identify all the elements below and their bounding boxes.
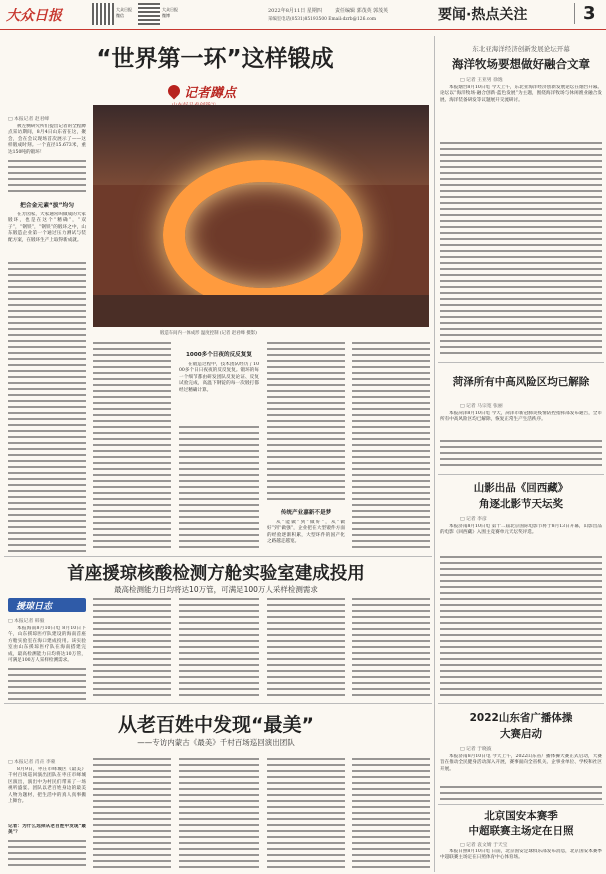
main-body-col4 bbox=[267, 342, 345, 502]
section-divider-2 bbox=[4, 703, 432, 704]
right-para-1-text: 本报烟台8月10日电 今天上午，东北亚海洋经济创新发展论坛在烟台开幕。论坛以“海洋牧场·融合创新·蓝色发展”为主题，围绕海洋牧场与休闲渔业融合发展、海洋装备研发等议题展开交流研讨。 bbox=[440, 85, 602, 103]
main-subheading-3: 传统产业嘉新不是梦 bbox=[280, 510, 332, 516]
nucleic-col1 bbox=[8, 668, 86, 700]
right-byline-4: □ 记者 于晓波 bbox=[460, 747, 492, 752]
right-para-2 bbox=[440, 411, 602, 439]
right-body-2 bbox=[440, 440, 602, 470]
nucleic-subhead: 最高检测能力日均将达10万管，可满足100万人采样检测需求 bbox=[114, 585, 318, 594]
right-headline-3b: 角逐北影节天坛奖 bbox=[479, 498, 563, 510]
zuimei-para-text: 8月9日，枣庄市峄城区《最美》千村百场巡回演出团队在枣庄市峄城区演出，演出中为村民们带来了一场视听盛宴。团队以老百姓身边的最美人物为题材，把生活中的真人真事搬上舞台。 bbox=[8, 767, 86, 805]
right-byline-3: □ 记者 李彦 bbox=[460, 517, 487, 522]
main-para-2-text: 在锻造过程中，技术团队经历了1000多个日日夜夜的反反复复。锻环的每一个细节都由研发团队反复论证、反复试验完成，高温下钢锭的每一次锻打都经过精确计算。 bbox=[179, 362, 259, 393]
zuimei-col1 bbox=[8, 840, 86, 870]
main-intro-text: 被左侧研究所们提出记者的全程蹲点采访期间，8月4日山东省在这，聚会，会在会议现场首次展示了——这样锻成时刻。一个直径15.673米，重达150吨的锻环！ bbox=[8, 124, 86, 155]
nucleic-col5 bbox=[352, 598, 430, 698]
main-subheading-2: 1000多个日夜的反反复复 bbox=[186, 352, 252, 358]
nucleic-col2 bbox=[93, 598, 171, 698]
right-divider-2 bbox=[438, 474, 604, 475]
right-headline-4: 2022山东省广播体操 bbox=[469, 712, 573, 724]
ring-forging-photo bbox=[93, 105, 429, 327]
right-para-5-text: 本报日照8月10日电 日前，北京国安足球俱乐部发布消息，北京国安本赛季中超联赛主场定在日照体育中心体育场。 bbox=[440, 849, 602, 861]
photo-caption: 锻造车间内一体成形 温度控制 (记者 赵君峰 摄影) bbox=[160, 331, 257, 336]
right-divider-3 bbox=[438, 703, 604, 704]
right-headline-3: 山影出品《回西藏》 bbox=[473, 482, 569, 494]
zuimei-subhead: ——专访内蒙古《最美》千村百场巡回演出团队 bbox=[137, 738, 295, 747]
right-para-3-text: 本报济南8月10日电 第十二届北京国际电影节将于8月13日开幕，山影出品的电影《回西藏》入围主竞赛单元天坛奖评选。 bbox=[440, 524, 602, 536]
right-byline-2: □ 记者 马宗宽 张丽 bbox=[460, 404, 503, 409]
zuimei-byline: □ 本报记者 肖垚 李蒙 bbox=[8, 760, 56, 765]
main-body-col1 bbox=[8, 160, 86, 194]
main-subheading-1: 把合金元素“拔”均匀 bbox=[20, 203, 74, 209]
right-para-1 bbox=[440, 85, 602, 141]
main-para-1 bbox=[8, 212, 86, 260]
right-body-4 bbox=[440, 786, 602, 800]
main-body-col3 bbox=[179, 426, 259, 550]
main-para-3-text: 从“能做”到“做好”，从“做好”到“做强”，企业把在大型锻件方面的经验逐渐积累，大型环件的国产化之路越走越宽。 bbox=[267, 520, 345, 545]
nucleic-col3 bbox=[179, 598, 259, 698]
date-line: 2022年8月11日 星期四 bbox=[268, 8, 322, 14]
nucleic-col4 bbox=[267, 598, 345, 698]
zuimei-qa-text: 为什么选择从老百姓中发现“最美”？ bbox=[8, 824, 86, 836]
nucleic-badge bbox=[8, 598, 86, 612]
right-kicker: 东北亚海洋经济创新发展论坛开幕 bbox=[472, 45, 570, 53]
section-divider-1 bbox=[4, 556, 432, 557]
right-headline-5: 北京国安本赛季 bbox=[484, 810, 558, 822]
right-para-5 bbox=[440, 849, 602, 871]
right-headline-1: 海洋牧场要想做好融合文章 bbox=[452, 57, 590, 71]
zuimei-headline: 从老百姓中发现“最美” bbox=[118, 714, 314, 736]
nucleic-headline: 首座援琼核酸检测方舱实验室建成投用 bbox=[67, 564, 365, 584]
reporter-label: 记者蹲点 bbox=[184, 86, 237, 101]
map-pin-icon bbox=[166, 83, 183, 100]
main-byline: □ 本报记者 赵君峰 bbox=[8, 117, 50, 122]
right-divider-4 bbox=[438, 804, 604, 805]
nucleic-badge-label: 援琼日志 bbox=[16, 602, 53, 612]
right-body-3 bbox=[440, 556, 602, 700]
logo: 大众日报 bbox=[6, 8, 62, 24]
qr-label: 大众日报 微博 bbox=[162, 7, 178, 18]
right-para-2-text: 本报菏泽8月10日电 今天，菏泽市新冠肺炎疫情防控指挥部发布通告，全市所有中高风险区均已解除，恢复正常生产生活秩序。 bbox=[440, 411, 602, 423]
column-divider bbox=[434, 36, 435, 872]
floor bbox=[93, 295, 429, 327]
zuimei-qa-label: 记者： bbox=[8, 824, 23, 829]
right-headline-2: 菏泽所有中高风险区均已解除 bbox=[452, 376, 590, 388]
editor-line: 责任编辑 郭茂英 郭茂英 bbox=[335, 8, 389, 14]
main-para-1-text: 在芳园家，大家通常叫做成的大家锻环，也是在这个“精确”，“双子”，“钢铁”，“钢铁”的锻环之中，山东锻造企业第一个通过压力测试与装配方案，在锻环生产上取得新成就。 bbox=[8, 212, 86, 243]
qr-label: 大众日报 微信 bbox=[116, 7, 132, 18]
phone-line: 采编室电话(0531)85193500 Email:dzrb@126.com bbox=[268, 17, 377, 22]
zuimei-col2 bbox=[93, 758, 171, 870]
zuimei-qa bbox=[8, 824, 86, 838]
qr-code-icon bbox=[138, 3, 160, 25]
zuimei-col3 bbox=[179, 758, 259, 870]
right-headline-5b: 中超联赛主场定在日照 bbox=[468, 825, 574, 837]
right-body-1 bbox=[440, 142, 602, 358]
page-number: 3 bbox=[574, 3, 596, 24]
main-body-col2 bbox=[93, 342, 171, 550]
zuimei-col5 bbox=[352, 758, 430, 870]
right-byline-5: □ 记者 袁文婧 于天宝 bbox=[460, 843, 508, 848]
right-divider-1 bbox=[438, 362, 604, 363]
zuimei-col4 bbox=[267, 758, 345, 870]
qr-code-icon bbox=[92, 3, 114, 25]
main-para-3 bbox=[267, 520, 345, 552]
main-body-col5 bbox=[352, 342, 430, 552]
right-byline-1: □ 记者 王亚男 徐逸 bbox=[460, 78, 503, 83]
forging-ring bbox=[163, 160, 363, 310]
nucleic-byline: □ 本报记者 韩毅 bbox=[8, 619, 45, 624]
main-headline: “世界第一环”这样锻成 bbox=[96, 46, 334, 72]
main-para-2 bbox=[179, 362, 259, 422]
zuimei-para bbox=[8, 767, 86, 823]
masthead bbox=[0, 0, 606, 30]
section-title: 要闻·热点关注 bbox=[438, 7, 528, 23]
right-headline-4b: 大赛启动 bbox=[500, 728, 542, 740]
main-body-col1b bbox=[8, 262, 86, 552]
right-para-4 bbox=[440, 754, 602, 784]
right-para-3 bbox=[440, 524, 602, 554]
right-para-4-text: 本报济南8月10日电 今天上午，2022山东省广播体操大赛正式启动，大赛旨在推动全民健身活动深入开展，赛事面向全省机关、企事业单位、学校和社区开展。 bbox=[440, 754, 602, 772]
nucleic-para bbox=[8, 626, 86, 668]
nucleic-para-text: 本报海南8月10日电 8月10日下午，山东援琼医疗队建设的海南首座方舱实验室在海口建成投用。该实验室由山东援琼医疗队在海南搭建完成，最高检测能力日均将达10万管，可满足100万人采样检测需求。 bbox=[8, 626, 86, 664]
